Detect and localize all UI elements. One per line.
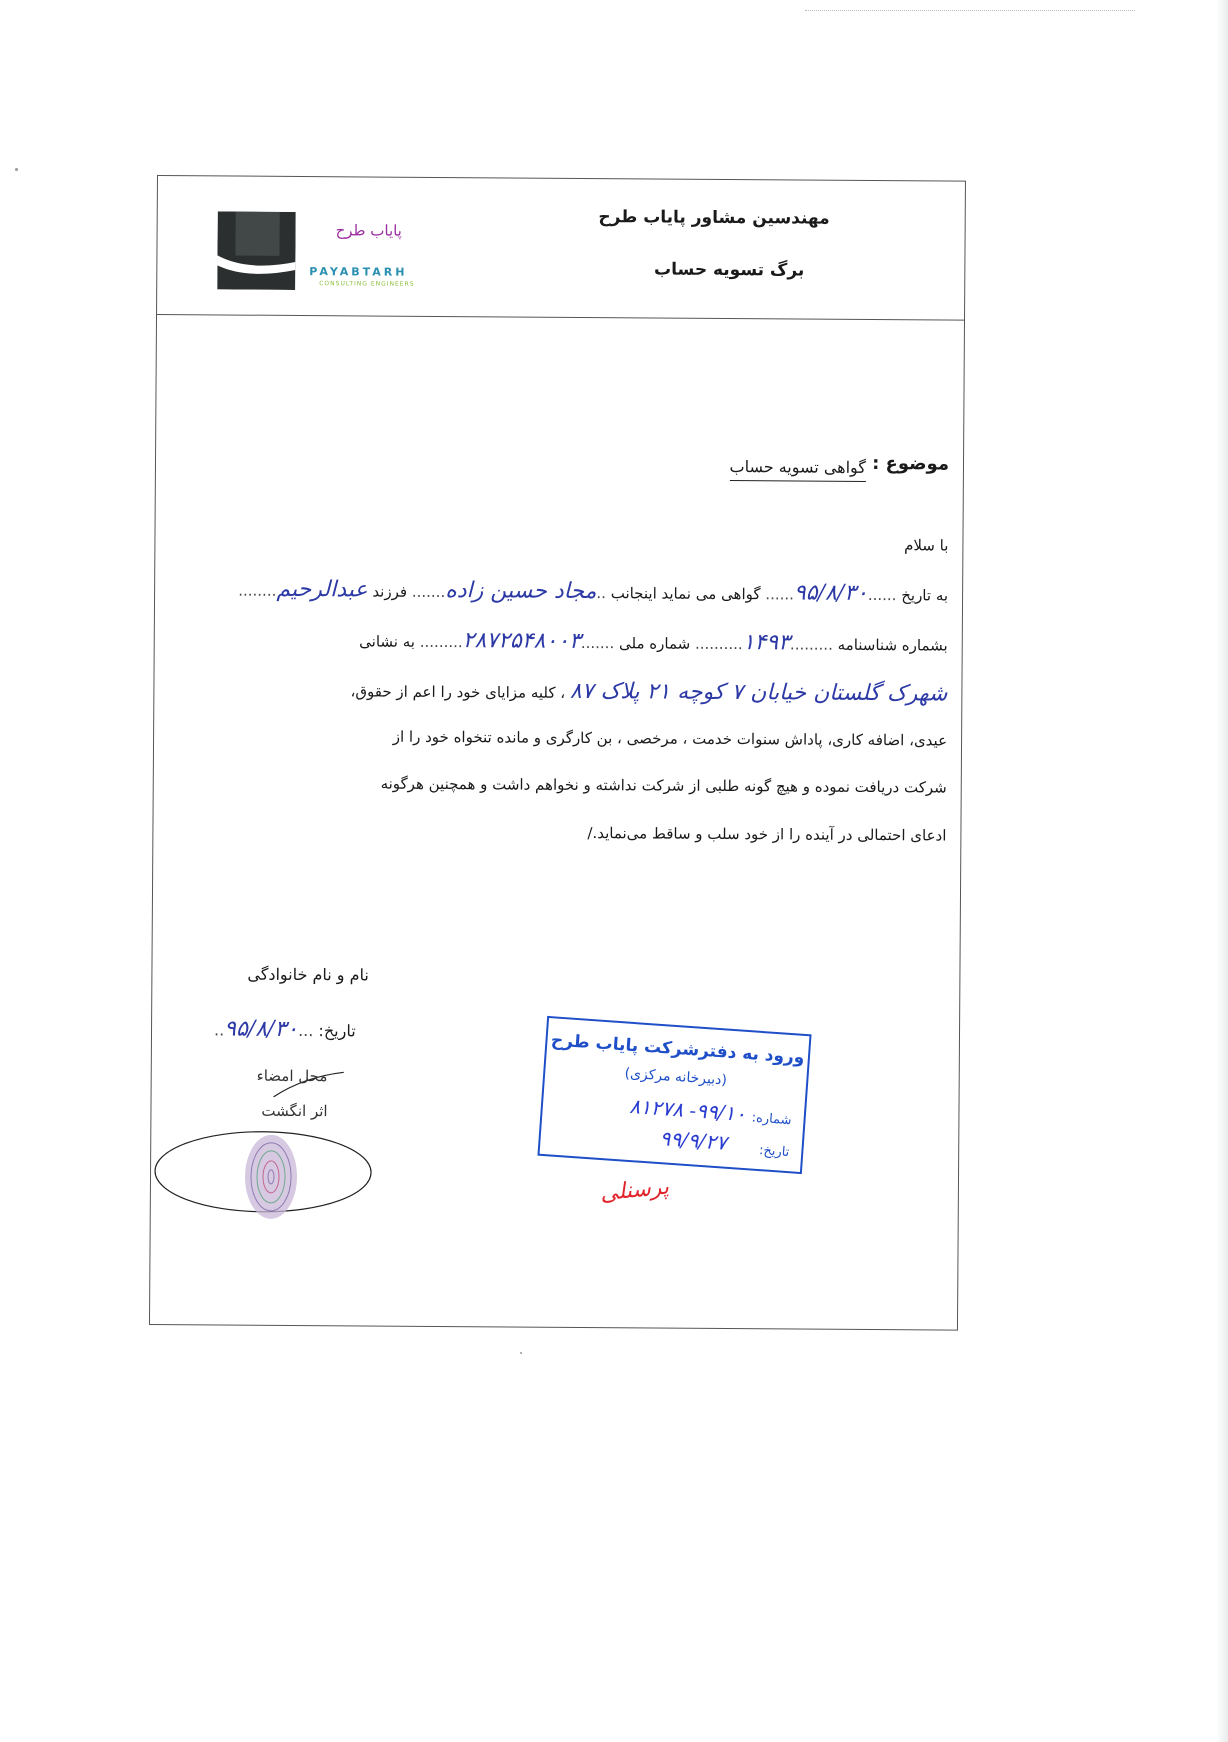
body-line-3 xyxy=(350,677,947,706)
stamp-title: ورود به دفترشرکت پایاب طرح xyxy=(550,1030,806,1068)
scan-speck xyxy=(520,1352,522,1354)
handwritten-national-id: ۲۸۷۲۵۴۸۰۰۳ xyxy=(462,628,581,654)
stamp-number-label: شماره: xyxy=(751,1110,793,1129)
stamp-number-value: ۸۱۲۷۸ -۹۹/۱۰ xyxy=(628,1093,747,1126)
body-line-5: شرکت دریافت نموده و هیچ گونه طلبی از شرکت نداشته و نخواهم داشت و همچنین هرگونه xyxy=(380,774,947,797)
handwritten-father-name: عبدالرحیم xyxy=(276,576,368,603)
body-line-2: بشماره شناسنامه .........۱۴۹۳.......... شماره ملی .......۲۸۷۲۵۴۸۰۰۳......... به نشانی xyxy=(359,628,948,656)
stamp-date-value: ۹۹/۹/۲۷ xyxy=(658,1126,728,1155)
handwritten-id-number: ۱۴۹۳ xyxy=(742,630,791,656)
body-text: بشماره شناسنامه xyxy=(837,635,948,655)
logo-text-sub: CONSULTING ENGINEERS xyxy=(319,280,415,288)
signature-date-row: تاریخ: ...۹۵/۸/۳۰.. xyxy=(213,1016,356,1043)
scan-edge-shadow xyxy=(1216,0,1228,1742)
logo-text-en: PAYABTARH xyxy=(309,265,408,279)
fingerprint-signature-icon xyxy=(153,1066,414,1228)
header-divider xyxy=(157,314,964,321)
signature-date-label: تاریخ: xyxy=(318,1021,356,1041)
entry-stamp xyxy=(537,1016,811,1174)
signature-place-label: محل امضاء xyxy=(256,1066,328,1086)
scan-artifact-line xyxy=(805,10,1135,12)
body-line-6: ادعای احتمالی در آینده را از خود سلب و ساقط می‌نماید./ xyxy=(587,824,947,845)
form-title: برگ تسویه حساب xyxy=(654,259,805,281)
subject-value: گواهی تسویه حساب xyxy=(729,457,866,482)
greeting: با سلام xyxy=(904,536,949,555)
signature-date-value: ۹۵/۸/۳۰ xyxy=(224,1016,299,1043)
body-text: شماره ملی xyxy=(618,634,691,653)
handwritten-date: ۹۵/۸/۳۰ xyxy=(793,580,868,606)
body-text: گواهی می نماید اینجانب xyxy=(610,584,761,604)
thumbprint-label: اثر انگشت xyxy=(261,1101,328,1121)
red-handwritten-note: پرسنلی xyxy=(598,1174,671,1207)
company-logo-icon xyxy=(217,211,296,290)
handwritten-address: شهرک گلستان خیابان ۷ کوچه ۲۱ پلاک ۸۷ xyxy=(569,678,948,707)
body-line-4: عیدی، اضافه کاری، پاداش سنوات خدمت ، مرخصی ، بن کارگری و مانده تنخواه خود را از xyxy=(392,727,948,750)
handwritten-name: مجاد حسین زاده xyxy=(445,578,597,605)
body-text: به نشانی xyxy=(359,632,416,651)
stamp-date-label: تاریخ: xyxy=(758,1143,790,1161)
scan-speck xyxy=(15,168,18,171)
body-text: ، کلیه مزایای خود را اعم از حقوق، xyxy=(350,682,566,702)
logo-text-fa: پایاب طرح xyxy=(335,221,402,240)
subject-label: موضوع : xyxy=(872,452,950,475)
stamp-subtitle: (دبیرخانه مرکزی) xyxy=(624,1065,728,1089)
body-text: به تاریخ xyxy=(901,586,949,605)
signature-name-label: نام و نام خانوادگی xyxy=(247,964,369,985)
document-frame xyxy=(149,175,966,1331)
body-text: فرزند xyxy=(372,582,408,601)
company-name: مهندسین مشاور پایاب طرح xyxy=(598,207,830,229)
body-line-1: به تاریخ ......۹۵/۸/۳۰...... گواهی می نماید اینجانب ..مجاد حسین زاده....... فرزند عبدالرحیم........ xyxy=(238,576,949,606)
